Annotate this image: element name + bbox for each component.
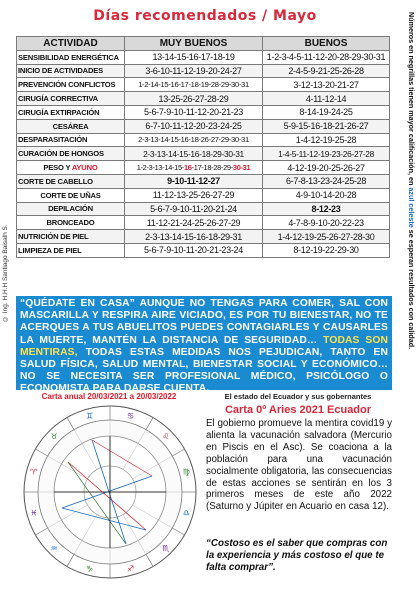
activity-label: PESO Y [43,163,72,173]
zodiac-sign-icon: ♉ [50,432,58,442]
zodiac-sign-icon: ♒ [50,543,58,553]
zodiac-sign-icon: ♐ [126,564,135,574]
table-row [17,133,390,147]
table-row [17,161,390,175]
calendar-table [16,36,390,258]
header-buenos: BUENOS [263,37,390,51]
right-heading: Carta 0º Aries 2021 Ecuador [224,404,372,416]
buenos-cell: 1-4-12-19-25-28 [263,133,390,147]
right-quote: “Costoso es el saber que compras con la experiencia y más costoso el que te falta comprar”. [206,538,388,573]
side-note-text: Números en negrillas tienen mayor calificación, en [407,12,416,188]
zodiac-sign-icon: ♋ [126,411,135,421]
muy-buenos-cell: 3-6-10-11-12-19-20-24-27 [125,64,263,78]
activity-cell: CIRUGÍA CORRECTIVA [17,92,125,106]
muy-buenos-cell: 5-6-7-9-10-11-20-21-23-24 [125,243,263,257]
buenos-cell: 4-9-10-14-20-28 [263,188,390,202]
muy-buenos-cell: 9-10-11-12-27 [125,174,263,188]
muy-buenos-cell [125,161,263,175]
side-note-blue: azul celeste [407,187,416,228]
activity-cell: PREVENCIÓN CONFLICTOS [17,78,125,92]
zodiac-sign-icon: ♏ [162,543,170,553]
days-text: 1-2-3-13-14-15- [136,163,184,173]
table-header-row [17,37,390,51]
activity-cell: CIRUGÍA EXTIRPACIÓN [17,105,125,119]
muy-buenos-cell: 13-25-26-27-28-29 [125,92,263,106]
banner-text-end: TODAS ESTAS MEDIDAS NOS PEJUDICAN, TANTO EN SALUD FÍSICA, SALUD MENTAL, BIENESTAR SOCIAL Y ECONÓMICO… NO SE NECESITA SER PROFESIONAL MÉDICO, PSICÓLOGO O ECONOMISTA PARA DARSE CUENTA. [20,346,388,395]
activity-label-red: AYUNO [71,163,98,173]
table-row [17,119,390,133]
page-title: Días recomendados / Mayo [93,8,317,24]
header-actividad: ACTIVIDAD [17,37,125,51]
zodiac-sign-icon: ♓ [30,508,38,518]
side-note-text-end: se esperan resultados con calidad. [407,227,416,350]
table-row [17,243,390,257]
banner-text: “QUÉDATE EN CASA” AUNQUE NO TENGAS PARA COMER, SAL CON MASCARILLA Y RESPIRA AIRE VICIADO, ES POR TU BIENESTAR, NO TE ACERQUES A TUS ABUELITOS PUEDES CONTAGIARLES Y CAUSARLES LA MUERTE, MANTÉN LA DISTANCIA DE SEGURIDAD… [20,298,388,346]
activity-cell: CORTE DE CABELLO [17,174,125,188]
table-row [17,78,390,92]
muy-buenos-cell: 11-12-13-25-26-27-29 [125,188,263,202]
zodiac-sign-icon: ♍ [182,467,190,477]
zodiac-sign-icon: ♑ [85,564,94,574]
buenos-cell: 1-2-3-4-5-11-12-20-28-29-30-31 [263,50,390,64]
buenos-cell: 2-4-5-9-21-25-26-28 [263,64,390,78]
muy-buenos-cell: 6-7-10-11-12-20-23-24-25 [125,119,263,133]
side-note [403,12,419,392]
zodiac-sign-icon: ♊ [85,411,94,421]
astrology-wheel [22,404,198,580]
buenos-cell: 5-9-15-16-18-21-26-27 [263,119,390,133]
buenos-cell: 4-7-8-9-10-20-22-23 [263,216,390,230]
muy-buenos-cell: 5-6-7-9-10-11-12-20-21-23 [125,105,263,119]
buenos-cell: 8-14-19-24-25 [263,105,390,119]
muy-buenos-cell: 2-3-13-14-15-16-18-29-30-31 [125,147,263,161]
activity-cell: NUTRICIÓN DE PIEL [17,230,125,244]
buenos-cell: 8-12-23 [263,202,390,216]
table-row [17,50,390,64]
muy-buenos-cell: 5-6-7-9-10-11-20-21-24 [125,202,263,216]
right-caption: El estado del Ecuador y sus gobernantes [224,392,372,401]
buenos-cell: 8-12-19-22-29-30 [263,243,390,257]
right-body: El gobierno promueve la mentira covid19 y alienta la vacunación salvadora (Mercurio en Piscis en el Asc). Se coaciona a la población para una vacunación socialmente obligatoria, las consecuencias de estas acciones se sentirán en los 3 primeros meses de este año 2022 (Saturno y Júpiter en Acuario en casa 12). [206,418,392,513]
activity-cell: DESPARASITACIÓN [17,133,125,147]
side-credit: © Ing. H.H.H Santiago Baisalh S. [2,224,9,322]
activity-cell: BRONCEADO [17,216,125,230]
warning-banner [16,296,392,395]
muy-buenos-cell: 2-3-13-14-15-16-18-26-27-29-30-31 [125,133,263,147]
days-text-red: 16 [183,163,192,173]
table-row [17,64,390,78]
activity-cell: INICIO DE ACTIVIDADES [17,64,125,78]
buenos-cell: 3-12-13-20-21-27 [263,78,390,92]
table-row [17,174,390,188]
buenos-cell: 6-7-8-13-23-24-25-28 [263,174,390,188]
table-row [17,216,390,230]
activity-cell [17,161,125,175]
buenos-cell: 1-4-5-11-12-19-23-26-27-28 [263,147,390,161]
table-row [17,230,390,244]
table-row [17,202,390,216]
muy-buenos-cell: 13-14-15-16-17-18-19 [125,50,263,64]
activity-cell: LIMPIEZA DE PIEL [17,243,125,257]
table-row [17,92,390,106]
buenos-cell: 4-11-12-14 [263,92,390,106]
zodiac-sign-icon: ♎ [182,508,190,518]
table-row [17,188,390,202]
zodiac-sign-icon: ♈ [30,467,38,477]
activity-cell: SENSIBILIDAD ENERGÉTICA [17,50,125,64]
chart-caption: Carta anual 20/03/2021 a 20/03/2022 [41,392,177,401]
header-muy-buenos: MUY BUENOS [125,37,263,51]
table-row [17,147,390,161]
buenos-cell: 1-4-12-19-25-26-27-28-30 [263,230,390,244]
activity-cell: CORTE DE UÑAS [17,188,125,202]
muy-buenos-cell: 11-12-21-24-25-26-27-29 [125,216,263,230]
activity-cell: CESÁREA [17,119,125,133]
table-row [17,105,390,119]
days-text-red: 30-31 [232,163,251,173]
muy-buenos-cell: 2-3-13-14-15-16-18-29-31 [125,230,263,244]
days-text: -17-18-28-29- [191,163,233,173]
activity-cell: DEPILACIÓN [17,202,125,216]
muy-buenos-cell: 1-2-14-15-16-17-18-19-28-29-30-31 [125,78,263,92]
activity-cell: CURACIÓN DE HONGOS [17,147,125,161]
banner-highlight: TODAS SON MENTIRAS, [20,334,388,358]
zodiac-sign-icon: ♌ [162,432,170,442]
buenos-cell: 4-12-19-20-25-26-27 [263,161,390,175]
